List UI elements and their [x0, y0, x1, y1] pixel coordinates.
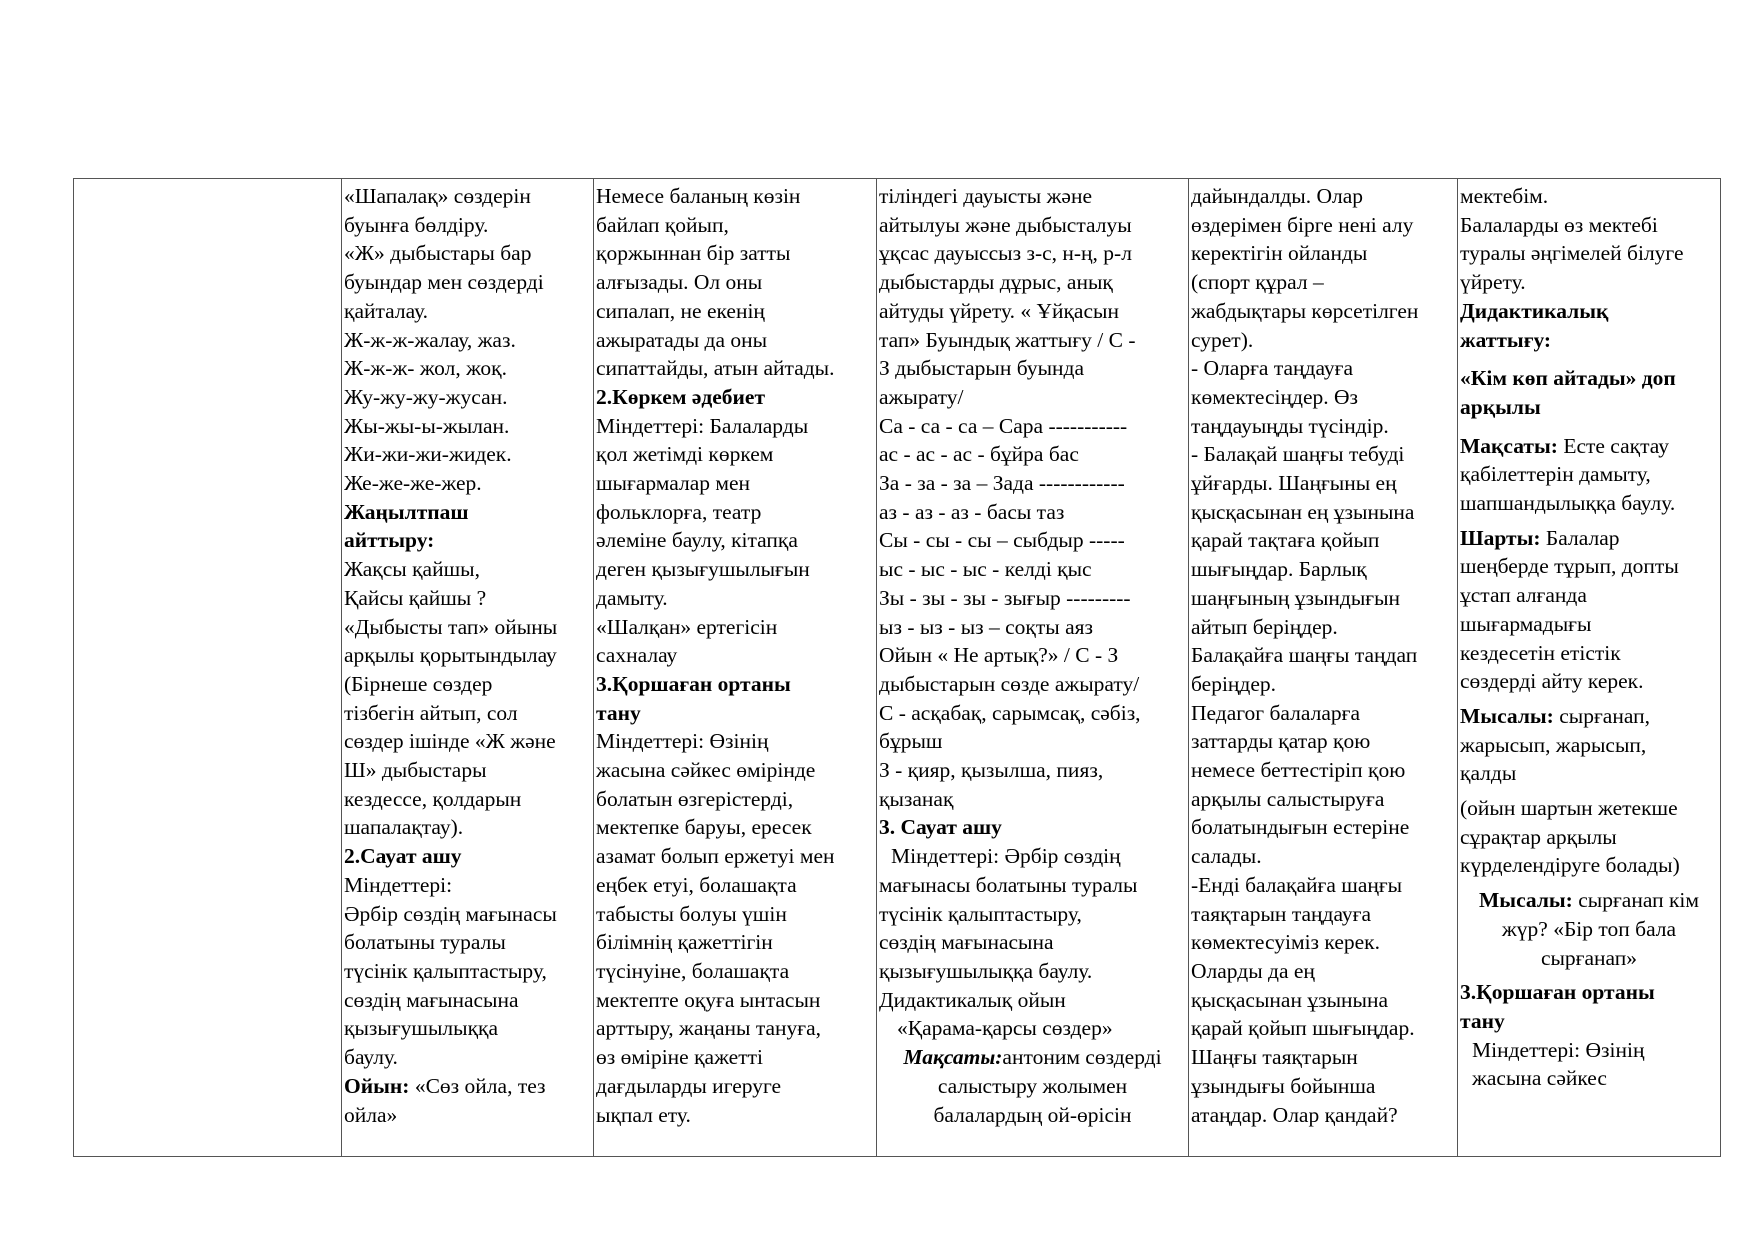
- text-line: немесе беттестіріп қою: [1191, 758, 1406, 783]
- section-heading: 3.Қоршаған ортаны: [1460, 980, 1655, 1005]
- text-line: Немесе баланың көзін: [596, 184, 801, 208]
- game-line: [344, 1072, 591, 1101]
- text-line: баулу.: [344, 1045, 398, 1070]
- text-line: табысты болуы үшін: [596, 901, 787, 926]
- text-line: Педагог балаларға: [1191, 700, 1361, 725]
- text-line: ажырату/: [879, 384, 964, 409]
- text-line: ұқсас дауыссыз з-с, н-ң, р-л: [879, 241, 1132, 266]
- goal-line: [1460, 432, 1718, 461]
- text-line: қоржыннан бір затты: [596, 241, 791, 266]
- text-line: мағынасы болатыны туралы: [879, 872, 1138, 897]
- text-line: сөздің мағынасына: [879, 930, 1054, 955]
- text-line: мектепке баруы, ересек: [596, 815, 812, 840]
- section-heading: тану: [1460, 1008, 1505, 1033]
- text-line: түсінуіне, болашақта: [596, 958, 790, 983]
- text-line: үйрету.: [1460, 270, 1526, 295]
- text-line: кездесетін етістік: [1460, 640, 1621, 665]
- text-line: ыз - ыз - ыз – соқты аяз: [879, 614, 1094, 639]
- text-line: «Шалқан» ертегісін: [596, 614, 778, 639]
- text-line: таңдауыңды түсіндір.: [1191, 413, 1389, 438]
- text-line: дыбыстарды дұрыс, анық: [879, 270, 1113, 295]
- text-line: - Балақай шаңғы тебуді: [1191, 442, 1405, 467]
- text-line: С - асқабақ, сарымсақ, сәбіз,: [879, 700, 1141, 725]
- text-line: За - за - за – Зада ------------: [879, 471, 1125, 496]
- text-line: Ж-ж-ж-жалау, жаз.: [344, 327, 516, 352]
- example-label: Мысалы:: [1460, 703, 1554, 728]
- text-line: З дыбыстарын буында: [879, 356, 1085, 381]
- text-line: білімнің қажеттігін: [596, 930, 773, 955]
- text-line: азамат болып ержетуі мен: [596, 844, 835, 869]
- text-line: беріңдер.: [1191, 671, 1277, 696]
- text-line: (Бірнеше сөздер: [344, 671, 493, 696]
- text-line: «Шапалақ» сөздерін: [344, 184, 531, 208]
- text-line: Міндеттері: Әрбір сөздің: [891, 844, 1121, 869]
- text-line: болатындығын естеріне: [1191, 815, 1410, 840]
- text-line: айтуды үйрету. « Ұйқасын: [879, 298, 1119, 323]
- text-line: деген қызығушылығын: [596, 557, 810, 582]
- text-line: қарай тақтаға қойып: [1191, 528, 1380, 553]
- text-line: байлап қойып,: [596, 212, 729, 237]
- section-heading: 2.Көркем әдебиет: [596, 384, 766, 409]
- rule-text: Балалар: [1540, 525, 1620, 550]
- text-line: еңбек етуі, болашақта: [596, 872, 797, 897]
- text-line: Оларды да ең: [1191, 958, 1315, 983]
- rule-line: [1460, 524, 1718, 553]
- note-line: (ойын шартын жетекше: [1460, 796, 1678, 821]
- text-line: ажыратады да оны: [596, 327, 768, 352]
- text-line: туралы әңгімелей білуге: [1460, 241, 1684, 266]
- text-line: - Оларға таңдауға: [1191, 356, 1354, 381]
- text-line: балалардың ой-өрісін: [933, 1102, 1132, 1127]
- text-line: шеңберде тұрып, допты: [1460, 554, 1679, 579]
- text-line: дамыту.: [596, 585, 668, 610]
- text-line: жарысып, жарысып,: [1460, 732, 1647, 757]
- goal-label: Мақсаты:: [903, 1045, 1003, 1070]
- text-line: шаңғының ұзындығын: [1191, 585, 1401, 610]
- text-line: шығармалар мен: [596, 471, 751, 496]
- text-line: сөздің мағынасына: [344, 987, 519, 1012]
- text-line: ұстап алғанда: [1460, 583, 1587, 608]
- text-line: «Қарама-қарсы сөздер»: [897, 1016, 1113, 1041]
- example2-line: [1460, 886, 1718, 915]
- example-line: [1460, 702, 1718, 731]
- text-line: мектепте оқуға ынтасын: [596, 987, 821, 1012]
- cell-column-3: [594, 179, 877, 1157]
- tongue-twister-heading: айттыру:: [344, 528, 435, 553]
- text-line: буынға бөлдіру.: [344, 212, 489, 237]
- text-line: сөздер ішінде «Ж және: [344, 729, 556, 754]
- section-heading: 2.Сауат ашу: [344, 844, 462, 869]
- text-line: шапалақтау).: [344, 815, 464, 840]
- example-label: Мысалы:: [1479, 888, 1573, 913]
- text-line: дайындалды. Олар: [1191, 184, 1364, 208]
- text-line: сырғанап»: [1540, 945, 1638, 970]
- text-line: жасына сәйкес: [1472, 1066, 1607, 1091]
- cell-column-2: [342, 179, 594, 1157]
- cell-column-4: [877, 179, 1189, 1157]
- text-line: таяқтарын таңдауға: [1191, 901, 1372, 926]
- text-line: «Ж» дыбыстары бар: [344, 241, 532, 266]
- text-line: ықпал ету.: [596, 1102, 691, 1127]
- section-heading: тану: [596, 700, 641, 725]
- text-line: салады.: [1191, 844, 1262, 869]
- text-line: заттарды қатар қою: [1191, 729, 1371, 754]
- text-line: Ш» дыбыстары: [344, 758, 487, 783]
- text-line: Жи-жи-жи-жидек.: [344, 442, 512, 467]
- text-line: Қайсы қайшы ?: [344, 585, 487, 610]
- goal-text: антоним сөздерді: [1002, 1045, 1162, 1070]
- text-line: кездессе, қолдарын: [344, 786, 522, 811]
- text-line: сөздерді айту керек.: [1460, 669, 1644, 694]
- text-line: З - қияр, қызылша, пияз,: [879, 758, 1104, 783]
- text-line: жасына сәйкес өмірінде: [596, 758, 816, 783]
- text-line: арттыру, жаңаны тануға,: [596, 1016, 822, 1041]
- text-line: Міндеттері: Өзінің: [1472, 1037, 1645, 1062]
- text-line: шығыңдар. Барлық: [1191, 557, 1367, 582]
- text-line: Жу-жу-жу-жусан.: [344, 384, 508, 409]
- goal-line: [879, 1043, 1186, 1072]
- game-text: «Сөз ойла, тез: [409, 1073, 546, 1098]
- text-line: тап» Буындық жаттығу / С -: [879, 327, 1136, 352]
- text-line: атаңдар. Олар қандай?: [1191, 1102, 1398, 1127]
- text-line: -Енді балақайға шаңғы: [1191, 872, 1403, 897]
- text-line: дыбыстарын сөзде ажырату/: [879, 671, 1140, 696]
- text-line: ойла»: [344, 1102, 398, 1127]
- text-line: ас - ас - ас - бұйра бас: [879, 442, 1079, 467]
- text-line: арқылы салыстыруға: [1191, 786, 1385, 811]
- text-line: болатын өзгерістерді,: [596, 786, 794, 811]
- game-title: арқылы: [1460, 394, 1541, 419]
- text-line: буындар мен сөздерді: [344, 270, 544, 295]
- text-line: Ойын « Не артық?» / С - З: [879, 643, 1119, 668]
- cell-column-5: [1189, 179, 1458, 1157]
- text-line: көмектесуіміз керек.: [1191, 930, 1380, 955]
- text-line: шығармадығы: [1460, 611, 1592, 636]
- text-line: сипалап, не екенің: [596, 298, 765, 323]
- text-line: Шаңғы таяқтарын: [1191, 1045, 1358, 1070]
- text-line: өз өміріне қажетті: [596, 1045, 763, 1070]
- example-text: сырғанап,: [1553, 703, 1650, 728]
- text-line: алғызады. Ол оны: [596, 270, 763, 295]
- text-line: ұйғарды. Шаңғыны ең: [1191, 471, 1397, 496]
- goal-label: Мақсаты:: [1460, 433, 1558, 458]
- text-line: Са - са - са – Сара -----------: [879, 413, 1128, 438]
- cell-column-6: [1458, 179, 1721, 1157]
- text-line: болатыны туралы: [344, 930, 506, 955]
- text-line: «Дыбысты тап» ойыны: [344, 614, 558, 639]
- text-line: өздерімен бірге нені алу: [1191, 212, 1414, 237]
- text-line: қысқасынан ұзынына: [1191, 987, 1389, 1012]
- text-line: Ж-ж-ж- жол, жоқ.: [344, 356, 507, 381]
- text-line: қалды: [1460, 761, 1517, 786]
- section-heading: 3.Қоршаған ортаны: [596, 671, 791, 696]
- goal-text: Есте сақтау: [1557, 433, 1669, 458]
- text-line: мектебім.: [1460, 184, 1549, 208]
- text-line: Балаларды өз мектебі: [1460, 212, 1658, 237]
- text-line: әлеміне баулу, кітапқа: [596, 528, 798, 553]
- text-line: қол жетімді көркем: [596, 442, 774, 467]
- game-title: «Кім көп айтады» доп: [1460, 366, 1676, 391]
- text-line: Балақайға шаңғы таңдап: [1191, 643, 1418, 668]
- rule-label: Шарты:: [1460, 525, 1541, 550]
- text-line: Міндеттері: Балаларды: [596, 413, 809, 438]
- text-line: түсінік қалыптастыру,: [344, 958, 547, 983]
- text-line: қабілеттерін дамыту,: [1460, 462, 1651, 487]
- didactic-heading: жаттығу:: [1460, 327, 1552, 352]
- text-line: сипаттайды, атын айтады.: [596, 356, 835, 381]
- text-line: ыс - ыс - ыс - келді қыс: [879, 557, 1092, 582]
- text-line: Же-же-же-жер.: [344, 471, 482, 496]
- note-line: сұрақтар арқылы: [1460, 824, 1617, 849]
- text-line: Сы - сы - сы – сыбдыр -----: [879, 528, 1125, 553]
- table-row: [74, 179, 1721, 1157]
- text-line: шапшандылыққа баулу.: [1460, 491, 1676, 516]
- text-line: Әрбір сөздің мағынасы: [344, 901, 557, 926]
- text-line: сурет).: [1191, 327, 1254, 352]
- game-label: Ойын:: [344, 1073, 410, 1098]
- text-line: дағдыларды игеруге: [596, 1073, 782, 1098]
- text-line: жүр? «Бір топ бала: [1501, 916, 1677, 941]
- text-line: қысқасынан ең ұзынына: [1191, 499, 1415, 524]
- text-line: қызығушылыққа баулу.: [879, 958, 1093, 983]
- text-line: түсінік қалыптастыру,: [879, 901, 1082, 926]
- text-line: Міндеттері:: [344, 872, 453, 897]
- text-line: тіліндегі дауысты және: [879, 184, 1093, 208]
- text-line: (спорт құрал –: [1191, 270, 1324, 295]
- text-line: Дидактикалық ойын: [879, 987, 1066, 1012]
- text-line: көмектесіңдер. Өз: [1191, 384, 1359, 409]
- lesson-plan-table: [73, 178, 1721, 1157]
- empty-cell: [74, 179, 342, 1157]
- text-line: айтып беріңдер.: [1191, 614, 1338, 639]
- text-line: салыстыру жолымен: [937, 1073, 1128, 1098]
- text-line: аз - аз - аз - басы таз: [879, 499, 1065, 524]
- example-text: сырғанап кім: [1572, 888, 1699, 913]
- tongue-twister-heading: Жаңылтпаш: [344, 499, 469, 524]
- text-line: Міндеттері: Өзінің: [596, 729, 769, 754]
- text-line: қызанақ: [879, 786, 954, 811]
- text-line: жабдықтары көрсетілген: [1191, 298, 1419, 323]
- text-line: сахналау: [596, 643, 678, 668]
- text-line: ұзындығы бойынша: [1191, 1073, 1376, 1098]
- text-line: бұрыш: [879, 729, 943, 754]
- text-line: қайталау.: [344, 298, 429, 323]
- text-line: Жы-жы-ы-жылан.: [344, 413, 510, 438]
- didactic-heading: Дидактикалық: [1460, 298, 1609, 323]
- text-line: тізбегін айтып, сол: [344, 700, 518, 725]
- text-line: арқылы қорытындылау: [344, 643, 557, 668]
- text-line: фольклорға, театр: [596, 499, 762, 524]
- text-line: керектігін ойланды: [1191, 241, 1368, 266]
- text-line: айтылуы және дыбысталуы: [879, 212, 1132, 237]
- section-heading: 3. Сауат ашу: [879, 815, 1002, 840]
- note-line: күрделендіруге болады): [1460, 853, 1680, 878]
- text-line: Зы - зы - зы - зығыр ---------: [879, 585, 1131, 610]
- text-line: қызығушылыққа: [344, 1016, 499, 1041]
- text-line: қарай қойып шығыңдар.: [1191, 1016, 1415, 1041]
- text-line: Жақсы қайшы,: [344, 557, 480, 582]
